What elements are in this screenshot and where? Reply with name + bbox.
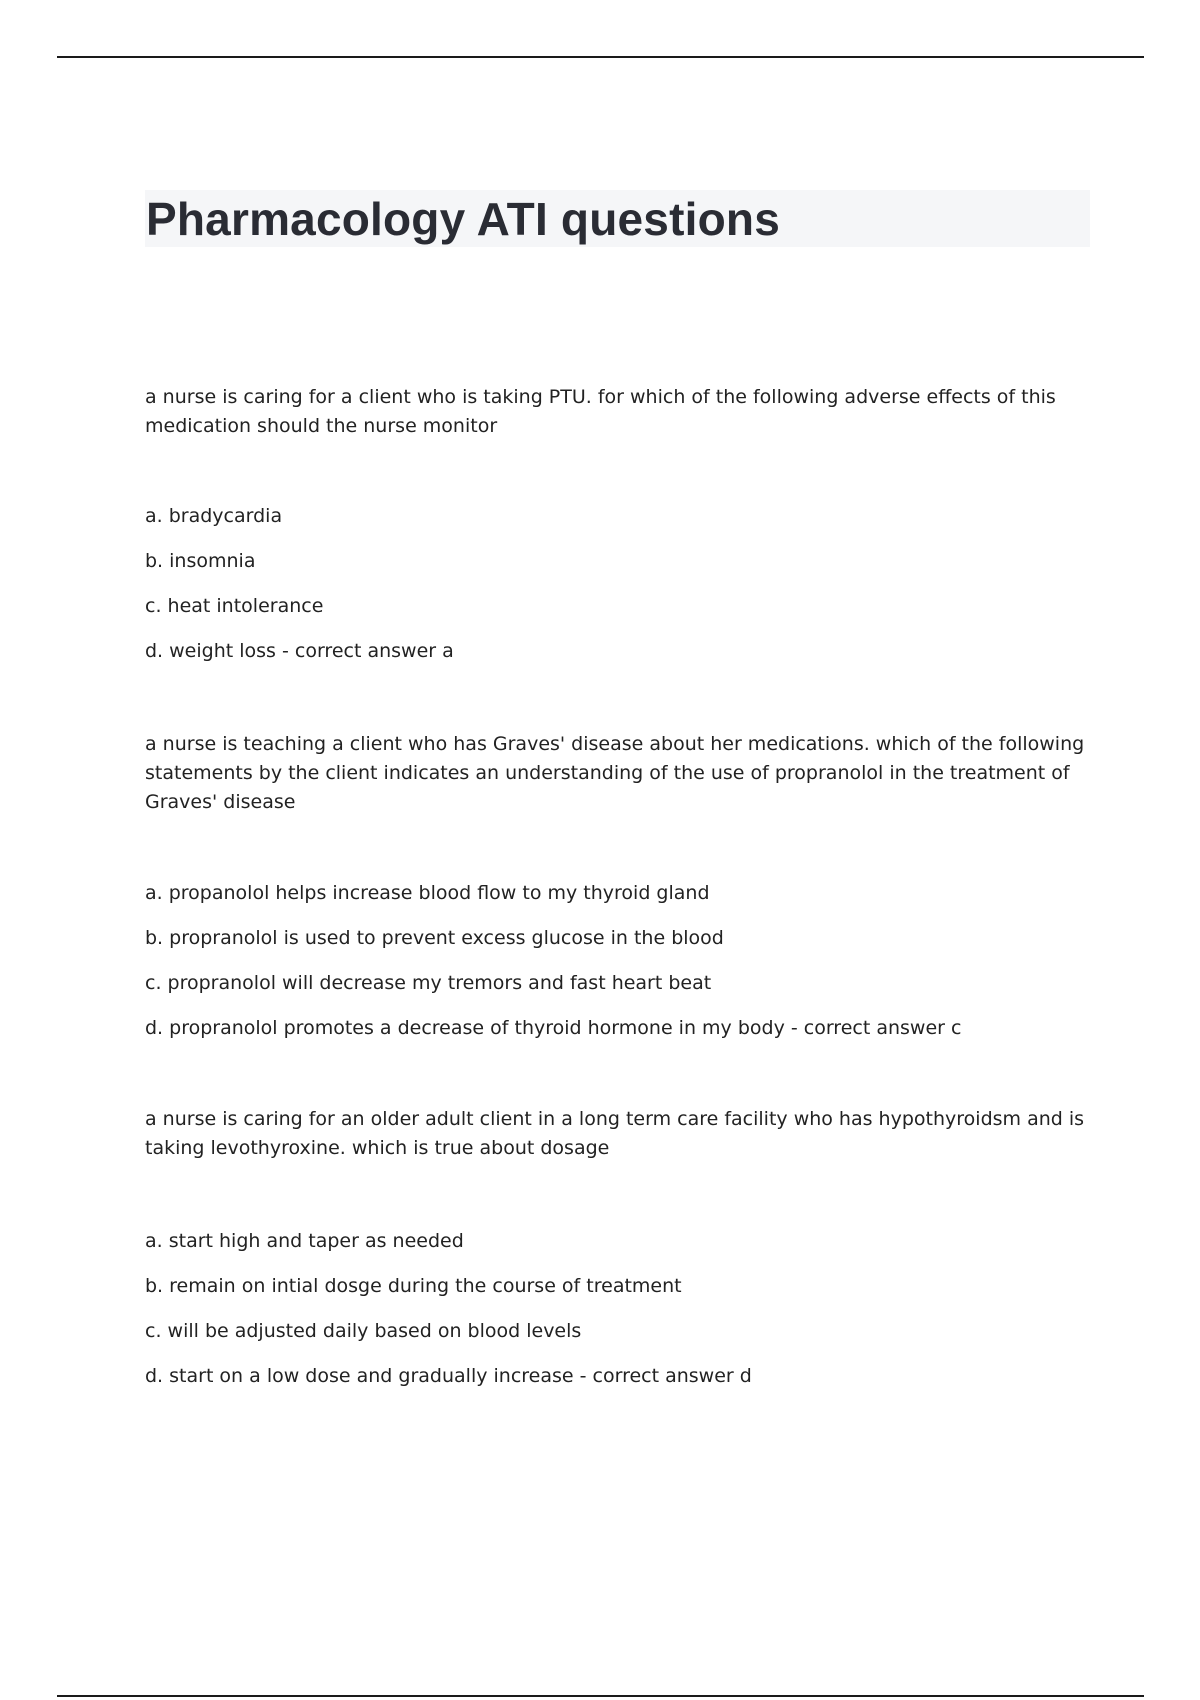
question-3-option-a: a. start high and taper as needed: [145, 1230, 464, 1252]
question-1-options: [145, 504, 1095, 684]
question-2-option-a: a. propanolol helps increase blood flow to my thyroid gland: [145, 882, 710, 904]
question-3-option-d: d. start on a low dose and gradually increase - correct answer d: [145, 1365, 752, 1387]
question-3-text: a nurse is caring for an older adult client in a long term care facility who has hypothyroidsm and is taking levothyroxine. which is true about dosage: [145, 1108, 1085, 1159]
question-1-option-c: c. heat intolerance: [145, 595, 324, 617]
question-3-options: [145, 1229, 1095, 1409]
question-2-option-d: d. propranolol promotes a decrease of thyroid hormone in my body - correct answer c: [145, 1017, 962, 1039]
question-2-text: a nurse is teaching a client who has Graves' disease about her medications. which of the following statements by the client indicates an understanding of the use of propranolol in the treatment of Graves' disease: [145, 733, 1085, 813]
bottom-rule: [57, 1695, 1144, 1697]
question-3-option-c: c. will be adjusted daily based on blood levels: [145, 1320, 582, 1342]
question-1-option-d: d. weight loss - correct answer a: [145, 640, 454, 662]
question-1-text: a nurse is caring for a client who is taking PTU. for which of the following adverse effects of this medication should the nurse monitor: [145, 386, 1056, 437]
question-2-option-c: c. propranolol will decrease my tremors and fast heart beat: [145, 972, 712, 994]
question-1-option-a: a. bradycardia: [145, 505, 283, 527]
question-3-option-b: b. remain on intial dosge during the course of treatment: [145, 1275, 682, 1297]
top-rule: [57, 56, 1144, 58]
question-2-option-b: b. propranolol is used to prevent excess glucose in the blood: [145, 927, 724, 949]
question-2-options: [145, 881, 1095, 1061]
question-1-option-b: b. insomnia: [145, 550, 256, 572]
page-title: Pharmacology ATI questions: [146, 193, 780, 245]
